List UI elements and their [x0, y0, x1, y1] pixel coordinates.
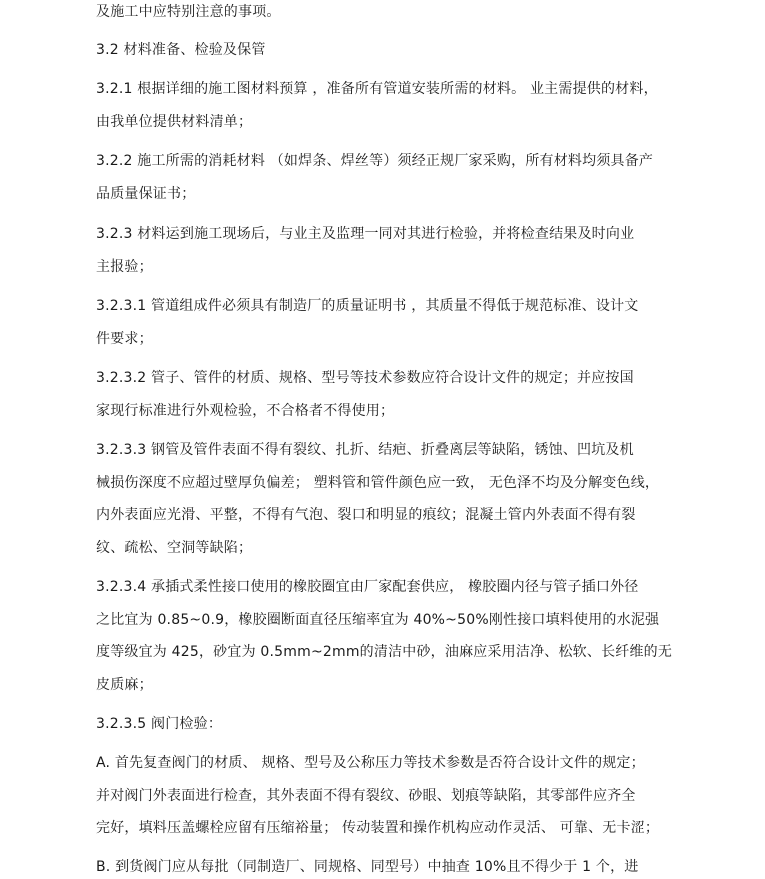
text-line: 3.2.3.4 承插式柔性接口使用的橡胶圈宜由厂家配套供应， 橡胶圈内径与管子插口外径: [96, 579, 639, 595]
text-line: 纹、疏松、空洞等缺陷；: [96, 540, 253, 556]
text-line: 皮质麻；: [96, 677, 153, 693]
section-heading: 3.2 材料准备、检验及保管: [96, 42, 266, 58]
text-line: A. 首先复查阀门的材质、 规格、型号及公称压力等技术参数是否符合设计文件的规定；: [96, 755, 645, 771]
text-line: 3.2.3.1 管道组成件必须具有制造厂的质量证明书 ，其质量不得低于规范标准、设计文: [96, 298, 639, 314]
text-line: 3.2.2 施工所需的消耗材料 （如焊条、焊丝等）须经正规厂家采购，所有材料均须具备产: [96, 153, 654, 169]
text-line: 度等级宜为 425，砂宜为 0.5mm~2mm的清洁中砂，油麻应采用洁净、松软、长纤维的无: [96, 644, 673, 660]
text-line: 械损伤深度不应超过壁厚负偏差； 塑料管和管件颜色应一致， 无色泽不均及分解变色线，: [96, 475, 660, 491]
text-line: 品质量保证书；: [96, 186, 196, 202]
text-line: 由我单位提供材料清单；: [96, 114, 253, 130]
text-line: 并对阀门外表面进行检查，其外表面不得有裂纹、砂眼、划痕等缺陷，其零部件应齐全: [96, 788, 636, 804]
text-line: 件要求；: [96, 331, 153, 347]
text-line: B. 到货阀门应从每批（同制造厂、同规格、同型号）中抽查 10%且不得少于 1 个，进: [96, 859, 639, 875]
text-line: 3.2.1 根据详细的施工图材料预算 ，准备所有管道安装所需的材料。 业主需提供的材料，: [96, 81, 658, 97]
text-line: 内外表面应光滑、平整，不得有气泡、裂口和明显的痕纹；混凝土管内外表面不得有裂: [96, 507, 636, 523]
text-line: 3.2.3.5 阀门检验：: [96, 716, 223, 732]
text-line: 3.2.3.2 管子、管件的材质、规格、型号等技术参数应符合设计文件的规定；并应按国: [96, 370, 634, 386]
text-line: 之比宜为 0.85~0.9，橡胶圈断面直径压缩率宜为 40%~50%刚性接口填料使用的水泥强: [96, 612, 660, 628]
text-line: 3.2.3 材料运到施工现场后，与业主及监理一同对其进行检验，并将检查结果及时向业: [96, 226, 635, 242]
text-line: 主报验；: [96, 259, 153, 275]
text-line: 3.2.3.3 钢管及管件表面不得有裂纹、扎折、结疤、折叠离层等缺陷，锈蚀、凹坑及机: [96, 442, 634, 458]
text-line: 家现行标准进行外观检验，不合格者不得使用；: [96, 403, 395, 419]
text-line: 及施工中应特别注意的事项。: [96, 4, 281, 20]
text-line: 完好，填料压盖螺栓应留有压缩裕量； 传动装置和操作机构应动作灵活、 可靠、无卡涩；: [96, 820, 660, 836]
